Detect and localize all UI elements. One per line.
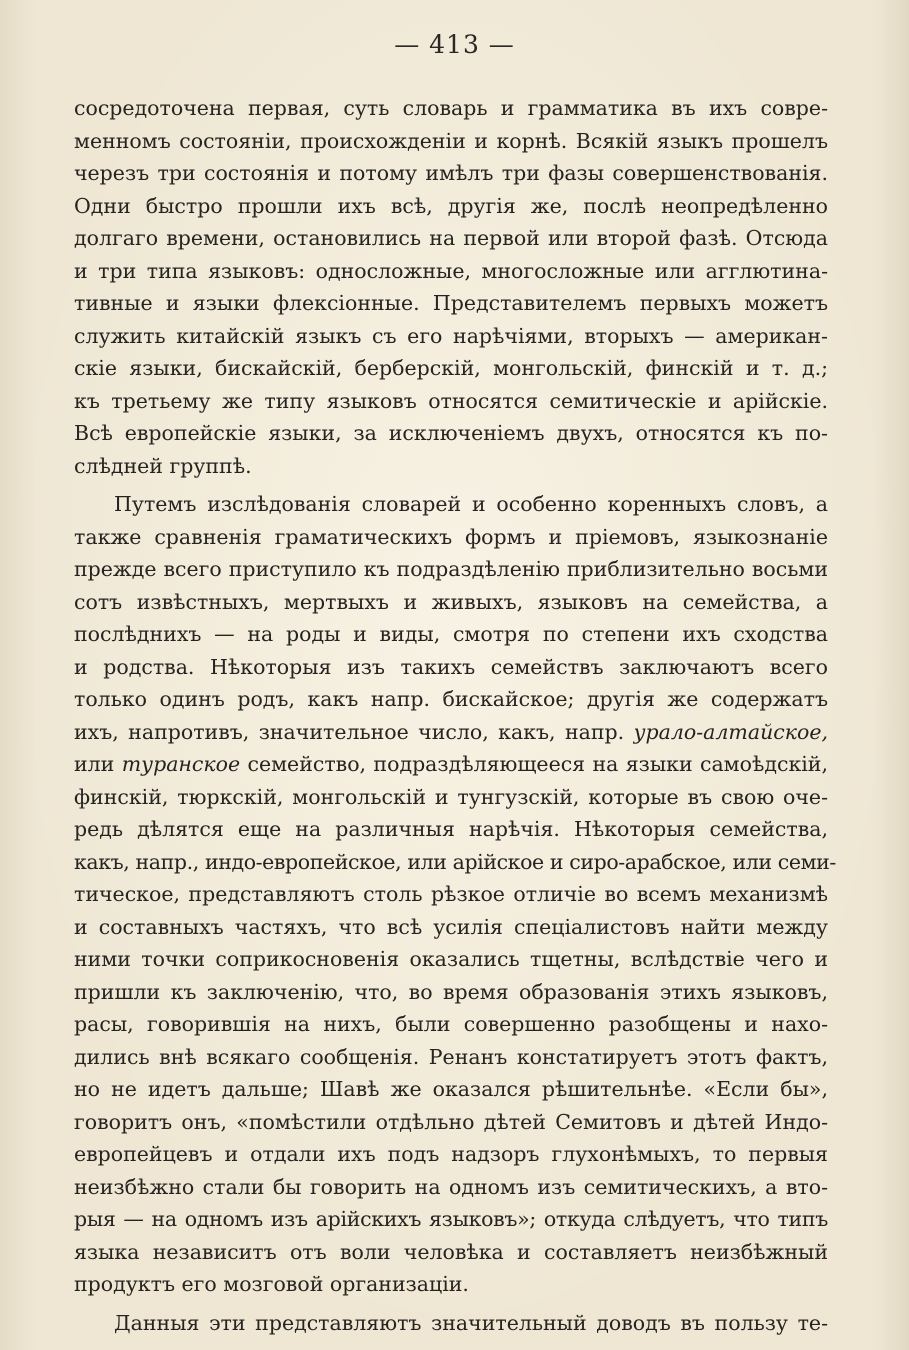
text-line: Всѣ европейскiе языки, за исключенiемъ двухъ, относятся къ по- <box>74 421 828 445</box>
text-line: Одни быстро прошли ихъ всѣ, другiя же, послѣ неопредѣленно <box>74 193 828 218</box>
text-line: сотъ извѣстныхъ, мертвыхъ и живыхъ, языковъ на семейства, а <box>74 589 828 614</box>
text-segment: ихъ, напротивъ, значительное число, какъ, напр. <box>74 719 625 744</box>
text-line: дились внѣ всякаго сообщенiя. Ренанъ констатируетъ этотъ фактъ, <box>74 1044 828 1069</box>
text-line: тическое, представляютъ столь рѣзкое отличiе во всемъ механизмѣ <box>74 882 828 906</box>
paragraph-2 <box>74 488 836 1301</box>
text-line: и три типа языковъ: односложные, многосложные или агглютина- <box>74 258 828 283</box>
text-line: и составныхъ частяхъ, что всѣ усилiя спецiалистовъ найти между <box>74 914 828 939</box>
text-line: ними точки соприкосновенiя оказались тщетны, вслѣдствiе чего и <box>74 947 828 971</box>
paragraph-3 <box>74 1307 828 1340</box>
text-line: расы, говорившiя на нихъ, были совершенно разобщены и нахо- <box>74 1012 828 1036</box>
text-line: менномъ состоянiи, происхожденiи и корнѣ. Всякiй языкъ прошелъ <box>74 128 828 153</box>
text-line: европейцевъ и отдали ихъ подъ надзоръ глухонѣмыхъ, то первыя <box>74 1142 828 1166</box>
text-line: къ третьему же типу языковъ относятся семитическiе и арiйскiе. <box>74 388 828 413</box>
text-line-mixed <box>74 716 828 749</box>
text-line: черезъ три состоянiя и потому имѣлъ три фазы совершенствованiя. <box>74 161 828 185</box>
italic-term: туранское <box>121 752 241 776</box>
text-line: прежде всего приступило къ подраздѣленiю приблизительно восьми <box>74 557 828 581</box>
text-line: долгаго времени, остановились на первой или второй фазѣ. Отсюда <box>74 226 828 250</box>
text-line: Данныя эти представляютъ значительный доводъ въ пользу те- <box>114 1310 828 1335</box>
text-line: слѣдней группѣ. <box>74 453 252 478</box>
text-line: служить китайскiй языкъ съ его нарѣчiями, вторыхъ — американ- <box>74 323 828 348</box>
text-line: только одинъ родъ, какъ напр. бискайское; другiя же содержатъ <box>74 687 828 711</box>
text-line: также сравненiя граматическихъ формъ и прiемовъ, языкознанiе <box>74 524 828 549</box>
text-line: говоритъ онъ, «помѣстили отдѣльно дѣтей Семитовъ и дѣтей Индо- <box>74 1109 828 1134</box>
text-line: финскiй, тюркскiй, монгольскiй и тунгузскiй, которые въ свою оче- <box>74 784 828 809</box>
text-line: Путемъ изслѣдованiя словарей и особенно коренныхъ словъ, а <box>114 492 828 516</box>
italic-term: урало-алтайское, <box>633 719 828 744</box>
text-line: языка независитъ отъ воли человѣка и составляетъ неизбѣжный <box>74 1239 828 1264</box>
text-line-mixed <box>74 748 828 781</box>
text-line: какъ, напр., индо-европейское, или арiйское и сиро-арабское, или семи- <box>74 849 836 874</box>
text-line: послѣднихъ — на роды и виды, смотря по степени ихъ сходства <box>74 622 828 646</box>
text-line: пришли къ заключенiю, что, во время образованiя этихъ языковъ, <box>74 979 828 1004</box>
page-number: — 413 — <box>394 30 515 59</box>
text-segment: или <box>74 752 115 776</box>
paragraph-1 <box>74 92 828 482</box>
text-line: тивные и языки флексiонные. Представителемъ первыхъ можетъ <box>74 291 828 315</box>
text-line: рыя — на одномъ изъ арiйскихъ языковъ»; откуда слѣдуетъ, что типъ <box>74 1207 828 1231</box>
text-line: редь дѣлятся еще на различныя нарѣчiя. Нѣкоторыя семейства, <box>74 817 828 841</box>
text-segment: семейство, подраздѣляющееся на языки самоѣдскiй, <box>247 752 828 776</box>
text-line: продуктъ его мозговой организацiи. <box>74 1272 469 1296</box>
text-body <box>74 92 836 1339</box>
text-line: но не идетъ дальше; Шавѣ же оказался рѣшительнѣе. «Если бы», <box>74 1077 828 1101</box>
text-line: сосредоточена первая, суть словарь и грамматика въ ихъ совре- <box>74 96 828 120</box>
text-line: и родства. Нѣкоторыя изъ такихъ семействъ заключаютъ всего <box>74 654 828 679</box>
text-line: скiе языки, бискайскiй, берберскiй, монгольскiй, финскiй и т. д.; <box>74 356 828 380</box>
text-line: неизбѣжно стали бы говорить на одномъ изъ семитическихъ, а вто- <box>74 1174 828 1199</box>
